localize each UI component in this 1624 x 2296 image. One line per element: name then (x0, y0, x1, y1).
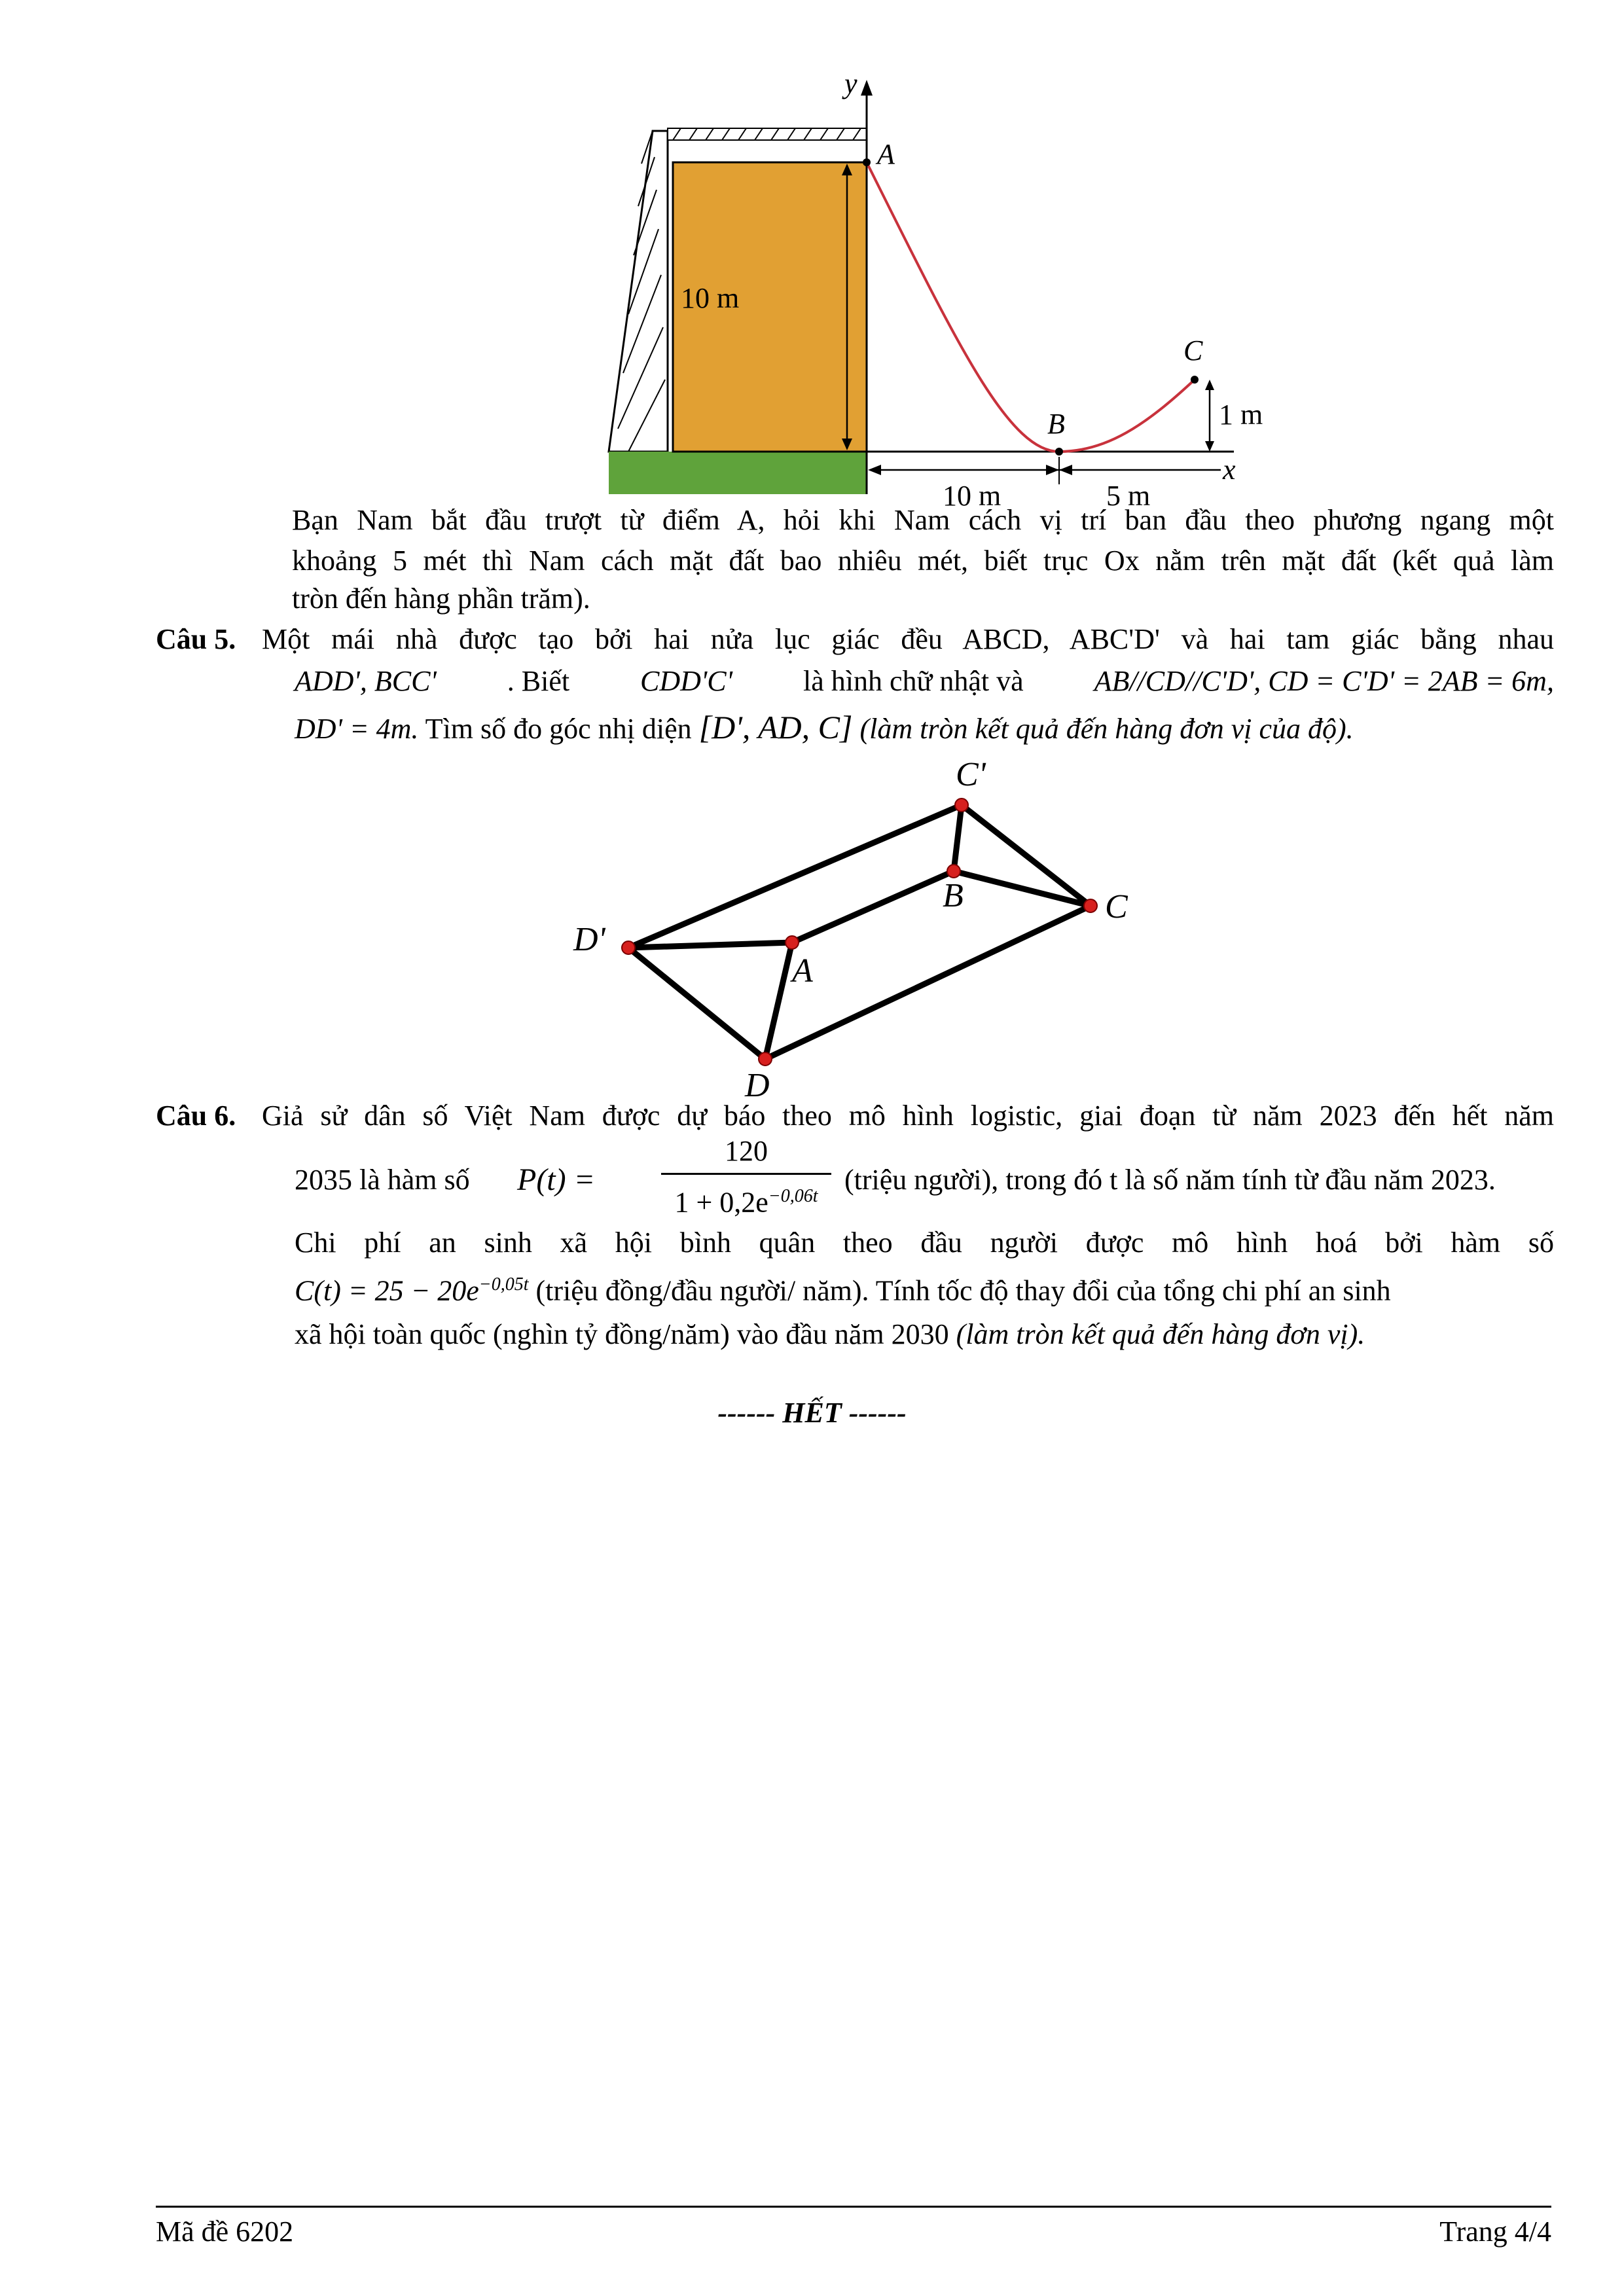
y-axis-label: y (844, 67, 857, 99)
q5-line1: Một mái nhà được tạo bởi hai nửa lục giác đều ABCD, ABC'D' và hai tam giác bằng nhau (262, 623, 1554, 655)
q6-frac-num: 120 (725, 1135, 768, 1167)
dist2-label: 5 m (1106, 480, 1151, 512)
q6-fraction (661, 1132, 831, 1222)
dist1-label: 10 m (943, 480, 1001, 512)
q6-ask: xã hội toàn quốc (nghìn tỷ đồng/năm) vào đầu năm 2030 (295, 1318, 949, 1350)
q6-line4 (295, 1266, 1391, 1310)
q6-frac-bar (661, 1173, 831, 1175)
q5-rect-text: là hình chữ nhật và (803, 665, 1024, 697)
q6-func-p: P(t) = (517, 1162, 596, 1197)
q5-dihedral: [D', AD, C] (698, 709, 853, 745)
q6-intro: 2035 là hàm số (295, 1164, 470, 1196)
q4-text (292, 499, 1554, 618)
q6-label: Câu 6. (156, 1100, 236, 1132)
footer-divider (156, 2206, 1551, 2208)
q5-rectangle: CDD'C' (640, 665, 733, 697)
q4-line3: tròn đến hàng phần trăm). (292, 583, 590, 615)
q6-line3: Chi phí an sinh xã hội bình quân theo đầu người được mô hình hoá bởi hàm số (295, 1227, 1554, 1259)
edge-B-Cp (954, 805, 962, 871)
q6-frac-exp: −0,06t (768, 1186, 818, 1206)
label-C2: C (1105, 888, 1128, 925)
slide-figure (589, 65, 1263, 512)
q6-c-unit: (triệu đồng/đầu người/ năm). Tính tốc độ thay đổi của tổng chi phí an sinh (535, 1274, 1391, 1307)
label-A2: A (792, 952, 813, 990)
q4-line1: Bạn Nam bắt đầu trượt từ điểm A, hỏi khi Nam cách vị trí ban đầu theo phương ngang một (292, 504, 1554, 536)
roof-figure (563, 746, 1152, 1104)
ground (609, 452, 867, 494)
q6-unit: (triệu người), trong đó t là số năm tính từ đầu năm 2023. (844, 1164, 1496, 1196)
q6-round: (làm tròn kết quả đến hàng đơn vị). (956, 1318, 1365, 1350)
edge-Dp-Cp (628, 805, 962, 948)
q5-dd: DD' = 4m. (295, 713, 419, 745)
edge-Dp-A (628, 942, 792, 948)
q5-line3 (295, 708, 1354, 748)
edge-C-D (765, 906, 1091, 1059)
label-B: B (1047, 408, 1065, 440)
height-label: 10 m (681, 282, 740, 314)
label-A: A (877, 138, 895, 170)
edge-A-B (792, 871, 954, 942)
footer-exam-code: Mã đề 6202 (156, 2215, 294, 2248)
label-C: C (1183, 334, 1203, 367)
q6-line5 (295, 1316, 1365, 1354)
q5-parallel: AB//CD//C'D', CD = C'D' = 2AB = 6m, (1094, 665, 1554, 697)
x-axis-label: x (1223, 454, 1236, 486)
label-Cp: C' (956, 756, 986, 793)
point-B (1055, 448, 1063, 456)
q5-ask: Tìm số đo góc nhị diện (425, 713, 692, 745)
vertex-D (759, 1052, 772, 1066)
vertex-A (785, 936, 799, 949)
footer-page-number: Trang 4/4 (1439, 2215, 1551, 2248)
q5-label: Câu 5. (156, 623, 236, 655)
vertex-Dp (622, 941, 635, 954)
point-A (863, 158, 871, 166)
edge-A-D (765, 942, 792, 1059)
q6-line1: Giả sử dân số Việt Nam được dự báo theo mô hình logistic, giai đoạn từ năm 2023 đến hết năm (262, 1100, 1554, 1132)
q6-frac-den: $1 + 0,2e^{-0,06t}$ (674, 1186, 818, 1219)
slide-curve (867, 162, 1195, 452)
label-Dp: D' (573, 921, 605, 958)
end-mark: ------ HẾT ------ (717, 1397, 907, 1429)
label-B2: B (943, 877, 964, 914)
vertex-Cp (955, 798, 968, 812)
point-C (1191, 376, 1199, 384)
vertex-B (947, 865, 960, 878)
vertex-C (1084, 899, 1097, 912)
edge-D-Dp (628, 948, 765, 1059)
q6-func-c: C(t) = 25 − 20e (295, 1274, 479, 1307)
q5-line2 (295, 662, 1554, 700)
label-D2: D (745, 1067, 770, 1104)
q4-line2: khoảng 5 mét thì Nam cách mặt đất bao nhiêu mét, biết trục Ox nằm trên mặt đất (kết quả làm (292, 545, 1554, 577)
q6-line2 (295, 1135, 1554, 1224)
q5-round: (làm tròn kết quả đến hàng đơn vị của độ). (859, 713, 1354, 745)
c-height-label: 1 m (1219, 399, 1263, 431)
q5-biet: . Biết (507, 665, 570, 697)
q6-c-exp: −0,05t (478, 1274, 529, 1295)
q5-triangles: ADD', BCC' (295, 665, 437, 697)
